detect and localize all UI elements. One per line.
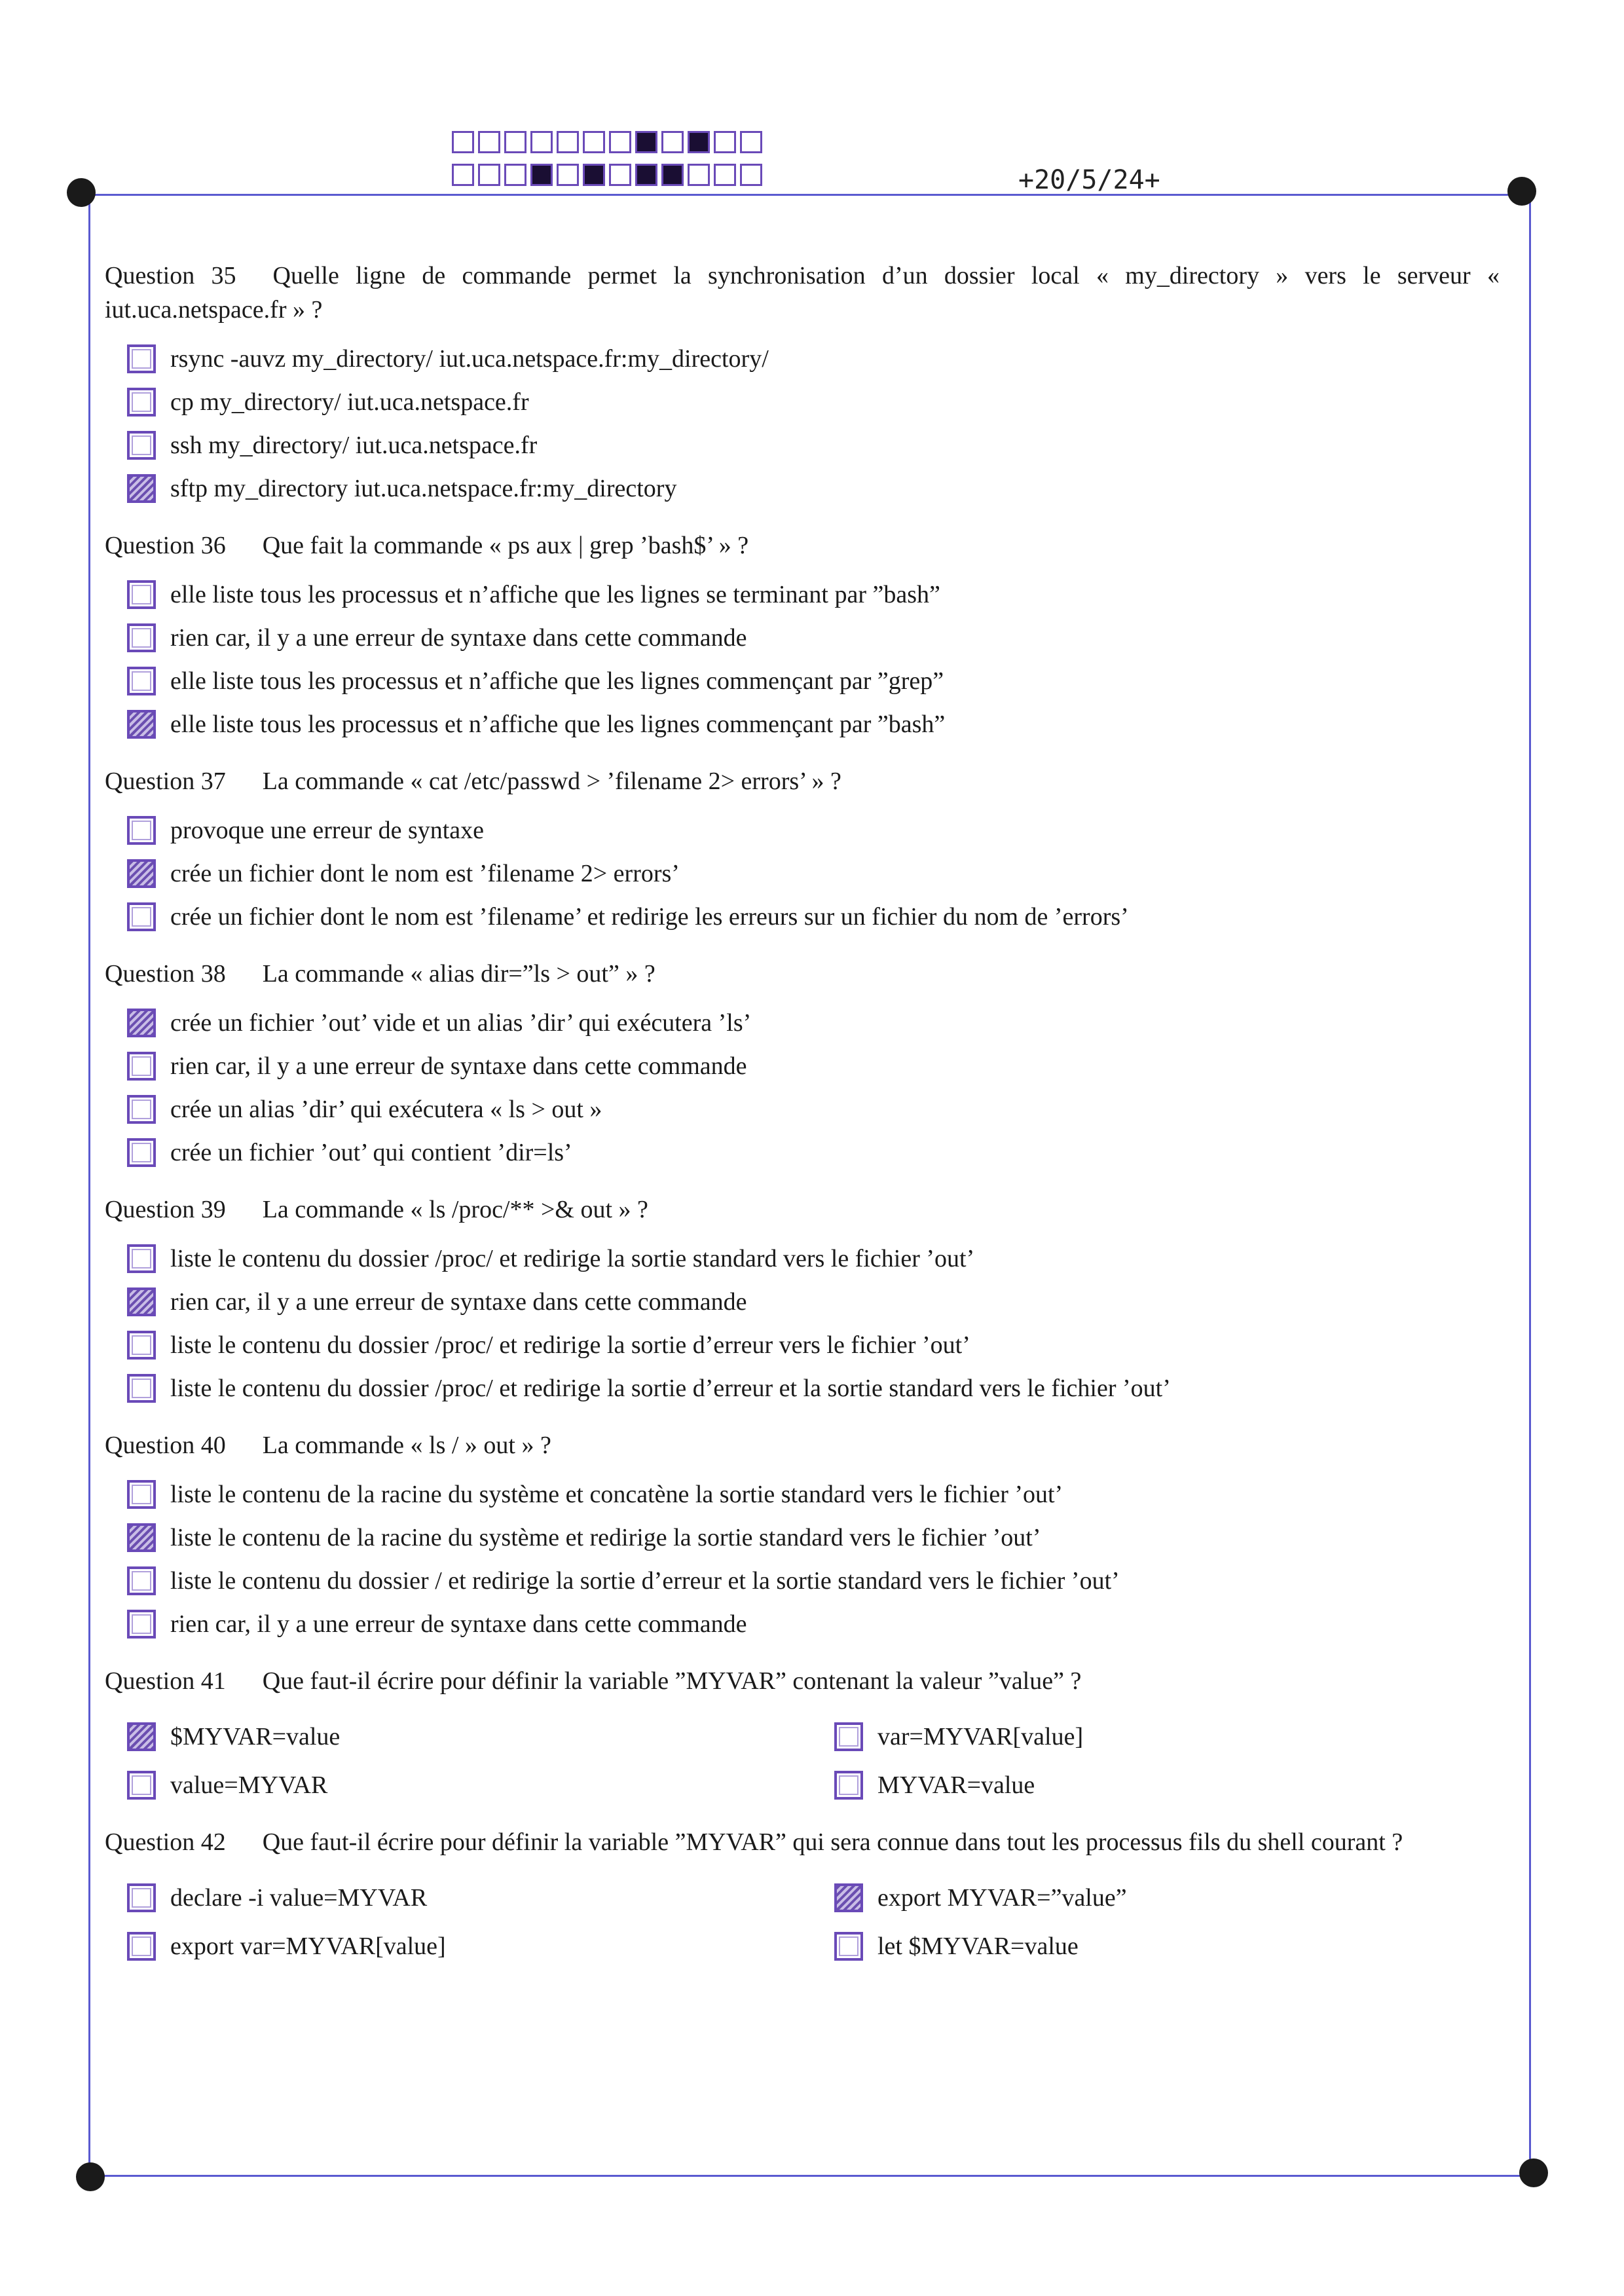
checkbox[interactable] — [127, 431, 156, 460]
answer-option[interactable] — [127, 1131, 1500, 1174]
answer-option[interactable] — [127, 1602, 1500, 1646]
id-code-cell — [688, 131, 710, 153]
id-code-cell — [530, 164, 553, 186]
checked-checkbox[interactable] — [127, 1523, 156, 1552]
id-code-grid-row-1 — [452, 131, 766, 153]
id-code-cell — [583, 131, 605, 153]
answer-option[interactable] — [127, 852, 1500, 895]
answer-option[interactable] — [127, 380, 1500, 424]
answer-option[interactable] — [127, 1367, 1500, 1410]
id-code-cell — [583, 164, 605, 186]
exam-id: +20/5/24+ — [1018, 165, 1160, 195]
answer-text: provoque une erreur de syntaxe — [170, 817, 485, 844]
answer-text: rien car, il y a une erreur de syntaxe dans cette commande — [170, 1610, 747, 1638]
answer-option[interactable] — [834, 1764, 1489, 1807]
checkbox[interactable] — [127, 623, 156, 652]
id-code-cell — [557, 131, 579, 153]
answer-text: rien car, il y a une erreur de syntaxe dans cette commande — [170, 1052, 747, 1080]
question-text: La commande « alias dir=”ls > out” » ? — [262, 960, 655, 988]
checkbox[interactable] — [127, 667, 156, 695]
checked-checkbox[interactable] — [127, 474, 156, 503]
question-text: La commande « cat /etc/passwd > ’filename 2> errors’ » ? — [262, 768, 841, 795]
id-code-cell — [478, 164, 500, 186]
answer-text: sftp my_directory iut.uca.netspace.fr:my_directory — [170, 475, 677, 502]
answer-text: rien car, il y a une erreur de syntaxe dans cette commande — [170, 624, 747, 652]
checkbox[interactable] — [127, 344, 156, 373]
answer-text: export var=MYVAR[value] — [170, 1933, 446, 1960]
question-label: Question 39 — [105, 1196, 226, 1223]
answer-text: crée un fichier ’out’ qui contient ’dir=ls’ — [170, 1139, 572, 1166]
answer-text: let $MYVAR=value — [877, 1933, 1079, 1960]
question-prompt — [105, 957, 1500, 991]
answer-option[interactable] — [127, 467, 1500, 510]
checkbox[interactable] — [127, 1244, 156, 1273]
checkbox[interactable] — [127, 1480, 156, 1509]
answer-option[interactable] — [127, 616, 1500, 659]
question-label: Question 35 — [105, 262, 236, 289]
answer-text: crée un fichier dont le nom est ’filename 2> errors’ — [170, 860, 680, 887]
answer-text: cp my_directory/ iut.uca.netspace.fr — [170, 388, 529, 416]
answer-option[interactable] — [127, 1559, 1500, 1602]
question-text: Quelle ligne de commande permet la synchronisation d’un dossier local « my_directory » vers le serveur « iut.uca.netspace.fr » ? — [105, 262, 1500, 324]
answer-option[interactable] — [834, 1876, 1489, 1919]
checkbox[interactable] — [127, 816, 156, 845]
answer-text: var=MYVAR[value] — [877, 1723, 1084, 1750]
frame-top-line — [82, 194, 1522, 196]
answer-option[interactable] — [127, 1516, 1500, 1559]
checkbox[interactable] — [127, 1610, 156, 1639]
answer-text: value=MYVAR — [170, 1771, 328, 1799]
question-block — [105, 957, 1500, 1174]
question-text: Que fait la commande « ps aux | grep ’bash$’ » ? — [262, 532, 749, 559]
answer-option[interactable] — [127, 337, 1500, 380]
answer-list — [105, 337, 1500, 510]
question-prompt — [105, 1664, 1500, 1698]
id-code-cell — [714, 131, 736, 153]
id-code-cell — [557, 164, 579, 186]
answer-list — [105, 809, 1500, 938]
question-label: Question 36 — [105, 532, 226, 559]
checkbox[interactable] — [127, 1771, 156, 1800]
answer-text: liste le contenu du dossier /proc/ et redirige la sortie d’erreur et la sortie standard vers le fichier ’out’ — [170, 1375, 1171, 1402]
answer-text: liste le contenu de la racine du système et concatène la sortie standard vers le fichier ’out’ — [170, 1481, 1063, 1508]
answer-option[interactable] — [834, 1925, 1489, 1968]
answer-text: liste le contenu du dossier / et redirige la sortie d’erreur et la sortie standard vers le fichier ’out’ — [170, 1567, 1120, 1595]
id-code-cell — [661, 164, 684, 186]
question-label: Question 37 — [105, 768, 226, 795]
checkbox[interactable] — [127, 1883, 156, 1912]
checkbox[interactable] — [127, 1138, 156, 1167]
answer-option[interactable] — [127, 1280, 1500, 1324]
question-label: Question 38 — [105, 960, 226, 988]
answer-option[interactable] — [127, 1324, 1500, 1367]
id-code-cell — [609, 131, 631, 153]
checkbox[interactable] — [127, 1566, 156, 1595]
frame-right-line — [1529, 194, 1531, 2175]
question-text: La commande « ls / » out » ? — [262, 1432, 551, 1459]
id-code-cell — [452, 164, 474, 186]
checked-checkbox[interactable] — [127, 710, 156, 739]
question-block — [105, 1193, 1500, 1410]
answer-option[interactable] — [127, 659, 1500, 703]
checkbox[interactable] — [127, 1052, 156, 1081]
answer-list — [105, 573, 1500, 746]
answer-list — [105, 1876, 1500, 1968]
question-block — [105, 528, 1500, 746]
id-code-cell — [740, 164, 762, 186]
id-code-cell — [504, 164, 526, 186]
question-text: La commande « ls /proc/** >& out » ? — [262, 1196, 648, 1223]
answer-text: liste le contenu du dossier /proc/ et redirige la sortie d’erreur vers le fichier ’out’ — [170, 1331, 970, 1359]
question-label: Question 42 — [105, 1828, 226, 1856]
answer-text: elle liste tous les processus et n’affiche que les lignes commençant par ”bash” — [170, 711, 946, 738]
answer-text: liste le contenu de la racine du système et redirige la sortie standard vers le fichier ’out’ — [170, 1524, 1041, 1551]
corner-marker-bottom-right — [1519, 2158, 1548, 2187]
question-prompt — [105, 528, 1500, 563]
answer-text: ssh my_directory/ iut.uca.netspace.fr — [170, 432, 538, 459]
answer-option[interactable] — [127, 424, 1500, 467]
answer-option[interactable] — [127, 809, 1500, 852]
answer-text: crée un fichier ’out’ vide et un alias ’dir’ qui exécutera ’ls’ — [170, 1009, 752, 1037]
checkbox[interactable] — [127, 580, 156, 609]
answer-list — [105, 1001, 1500, 1174]
corner-marker-top-right — [1507, 177, 1536, 206]
answer-option[interactable] — [127, 1473, 1500, 1516]
checkbox[interactable] — [127, 1331, 156, 1360]
id-code-cell — [504, 131, 526, 153]
answer-text: MYVAR=value — [877, 1771, 1035, 1799]
checkbox[interactable] — [834, 1932, 863, 1961]
answer-text: $MYVAR=value — [170, 1723, 341, 1750]
question-text: Que faut-il écrire pour définir la variable ”MYVAR” qui sera connue dans tout les processus fils du shell courant ? — [262, 1828, 1403, 1856]
id-code-cell — [452, 131, 474, 153]
answer-option[interactable] — [127, 1088, 1500, 1131]
answer-option[interactable] — [127, 1876, 834, 1919]
question-prompt — [105, 259, 1500, 327]
answer-list — [105, 1473, 1500, 1646]
answer-text: rsync -auvz my_directory/ iut.uca.netspace.fr:my_directory/ — [170, 345, 769, 373]
question-block — [105, 1664, 1500, 1807]
answer-list — [105, 1237, 1500, 1410]
checkbox[interactable] — [127, 1374, 156, 1403]
corner-marker-bottom-left — [76, 2162, 105, 2191]
id-code-cell — [609, 164, 631, 186]
answer-text: elle liste tous les processus et n’affiche que les lignes se terminant par ”bash” — [170, 581, 940, 608]
answer-text: crée un alias ’dir’ qui exécutera « ls > out » — [170, 1096, 602, 1123]
answer-list — [105, 1715, 1500, 1807]
id-code-cell — [530, 131, 553, 153]
question-block — [105, 1428, 1500, 1646]
question-prompt — [105, 1825, 1500, 1859]
question-label: Question 41 — [105, 1667, 226, 1695]
checked-checkbox[interactable] — [127, 1009, 156, 1037]
checkbox[interactable] — [834, 1771, 863, 1800]
corner-marker-top-left — [67, 178, 96, 207]
question-block — [105, 764, 1500, 938]
checked-checkbox[interactable] — [127, 1722, 156, 1751]
answer-text: liste le contenu du dossier /proc/ et redirige la sortie standard vers le fichier ’out’ — [170, 1245, 975, 1272]
answer-text: crée un fichier dont le nom est ’filename’ et redirige les erreurs sur un fichier du nom de ’errors’ — [170, 903, 1129, 931]
answer-text: rien car, il y a une erreur de syntaxe dans cette commande — [170, 1288, 747, 1316]
checkbox[interactable] — [127, 1095, 156, 1124]
id-code-grid-row-2 — [452, 164, 766, 186]
answer-option[interactable] — [127, 1237, 1500, 1280]
id-code-cell — [478, 131, 500, 153]
question-text: Que faut-il écrire pour définir la variable ”MYVAR” contenant la valeur ”value” ? — [262, 1667, 1082, 1695]
answer-option[interactable] — [127, 895, 1500, 938]
question-prompt — [105, 764, 1500, 798]
id-code-cell — [661, 131, 684, 153]
answer-option[interactable] — [127, 1925, 834, 1968]
answer-option[interactable] — [127, 1045, 1500, 1088]
id-code-cell — [688, 164, 710, 186]
answer-option[interactable] — [127, 1764, 834, 1807]
checkbox[interactable] — [127, 388, 156, 417]
question-prompt — [105, 1428, 1500, 1462]
question-label: Question 40 — [105, 1432, 226, 1459]
answer-option[interactable] — [834, 1715, 1489, 1758]
id-code-cell — [635, 164, 657, 186]
id-code-cell — [714, 164, 736, 186]
questions-list — [105, 259, 1500, 1986]
question-block — [105, 1825, 1500, 1968]
checked-checkbox[interactable] — [834, 1883, 863, 1912]
question-block — [105, 259, 1500, 510]
answer-option[interactable] — [127, 573, 1500, 616]
answer-option[interactable] — [127, 1715, 834, 1758]
answer-text: elle liste tous les processus et n’affiche que les lignes commençant par ”grep” — [170, 667, 944, 695]
id-code-cell — [740, 131, 762, 153]
question-prompt — [105, 1193, 1500, 1227]
answer-option[interactable] — [127, 1001, 1500, 1045]
answer-text: declare -i value=MYVAR — [170, 1884, 428, 1912]
checkbox[interactable] — [127, 902, 156, 931]
answer-option[interactable] — [127, 703, 1500, 746]
answer-text: export MYVAR=”value” — [877, 1884, 1127, 1912]
checkbox[interactable] — [834, 1722, 863, 1751]
frame-bottom-line — [90, 2175, 1531, 2177]
checkbox[interactable] — [127, 1932, 156, 1961]
checked-checkbox[interactable] — [127, 1287, 156, 1316]
id-code-cell — [635, 131, 657, 153]
frame-left-line — [88, 194, 90, 2175]
checked-checkbox[interactable] — [127, 859, 156, 888]
